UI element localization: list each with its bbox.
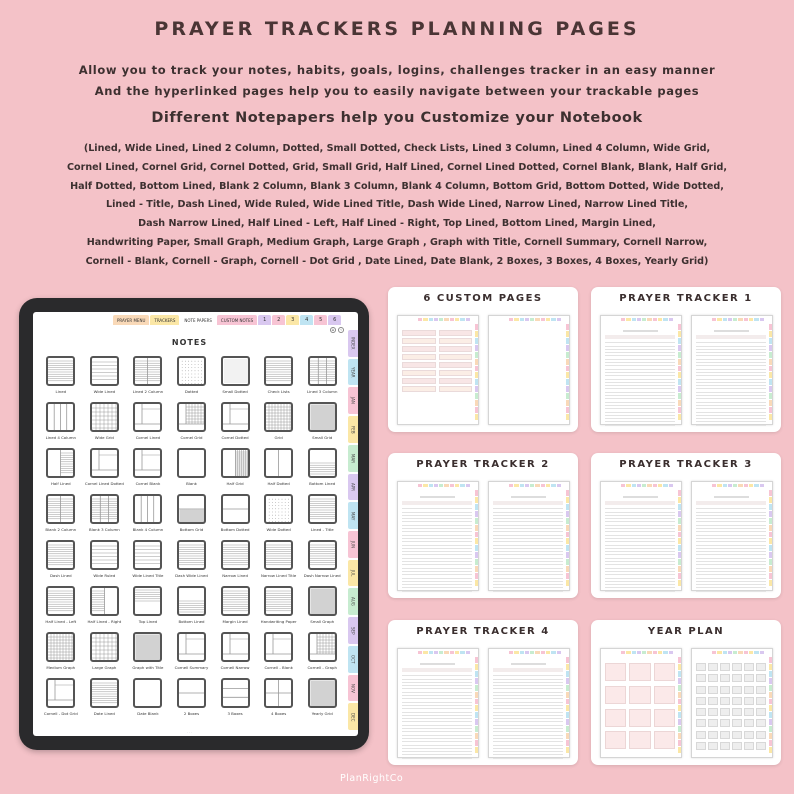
number-tab[interactable]: 4 bbox=[300, 315, 313, 325]
notepaper-thumbnail[interactable] bbox=[46, 632, 75, 662]
notepaper-thumbnail[interactable] bbox=[46, 678, 75, 708]
notepaper-label: Cornel Grid bbox=[180, 435, 203, 440]
notepaper-thumbnail[interactable] bbox=[264, 402, 293, 432]
notepaper-option[interactable] bbox=[128, 356, 168, 395]
top-tab[interactable]: TRACKERS bbox=[150, 315, 179, 325]
notepaper-option[interactable] bbox=[259, 678, 299, 717]
notepaper-label: Half Lined bbox=[50, 481, 71, 486]
number-tab[interactable]: 2 bbox=[272, 315, 285, 325]
notepaper-thumbnail[interactable] bbox=[46, 540, 75, 570]
notepaper-thumbnail[interactable] bbox=[177, 448, 206, 478]
notepaper-thumbnail[interactable] bbox=[221, 632, 250, 662]
notepaper-thumbnail[interactable] bbox=[46, 356, 75, 386]
notepaper-label: Wide Dotted bbox=[266, 527, 291, 532]
preview-page-thumbnail bbox=[600, 648, 682, 758]
notepaper-list-line: Cornell - Blank, Cornell - Graph, Cornell - Dot Grid , Date Lined, Date Blank, 2 Boxes, 3 Boxes, 4 Boxes, Yearly Grid) bbox=[85, 255, 709, 267]
notepaper-label: Cornell - Dot Grid bbox=[43, 711, 78, 716]
notepaper-thumbnail[interactable] bbox=[177, 540, 206, 570]
notepaper-label: Lined 2 Column bbox=[132, 389, 164, 394]
notepaper-option[interactable] bbox=[302, 540, 342, 579]
notepaper-option[interactable] bbox=[128, 586, 168, 625]
notepaper-option[interactable] bbox=[41, 678, 81, 717]
notepaper-label: Lined 4 Column bbox=[45, 435, 76, 440]
notepaper-label: Bottom Lined bbox=[309, 481, 336, 486]
notepaper-label: Dash Lined bbox=[49, 573, 72, 578]
notepaper-label: 2 Boxes bbox=[183, 711, 200, 716]
notepaper-thumbnail[interactable] bbox=[46, 494, 75, 524]
month-tab[interactable]: AUG bbox=[348, 588, 358, 615]
month-tab[interactable]: JUL bbox=[348, 560, 358, 587]
preview-card bbox=[591, 453, 781, 598]
notepaper-option[interactable] bbox=[128, 632, 168, 671]
screen-toolbar bbox=[330, 327, 344, 333]
notepaper-label: Dotted bbox=[184, 389, 199, 394]
notepaper-label: Blank 4 Column bbox=[132, 527, 164, 532]
notepaper-label: Bottom Grid bbox=[179, 527, 204, 532]
notepaper-label: Small Dotted bbox=[222, 389, 248, 394]
notepaper-label: Bottom Dotted bbox=[220, 527, 250, 532]
notepaper-thumbnail[interactable] bbox=[308, 586, 337, 616]
notepaper-label: Dash Wide Lined bbox=[175, 573, 208, 578]
notepaper-label: Cornell Summary bbox=[174, 665, 209, 670]
notepaper-option[interactable] bbox=[259, 586, 299, 625]
notepaper-thumbnail[interactable] bbox=[221, 402, 250, 432]
notepaper-grid bbox=[41, 356, 342, 717]
preview-page-thumbnail bbox=[397, 648, 479, 758]
brand-watermark: PlanRightCo bbox=[340, 773, 404, 784]
top-tab-bar bbox=[113, 315, 344, 326]
top-tab[interactable]: NOTE PAPERS bbox=[180, 315, 216, 325]
notepaper-thumbnail[interactable] bbox=[46, 402, 75, 432]
notepaper-option[interactable] bbox=[128, 402, 168, 441]
top-tab[interactable]: CUSTOM NOTES bbox=[217, 315, 257, 325]
notepaper-label: Bottom Lined bbox=[178, 619, 205, 624]
number-tab[interactable]: 6 bbox=[328, 315, 341, 325]
notepaper-label: Narrow Lined bbox=[222, 573, 248, 578]
preview-card-title: PRAYER TRACKER 4 bbox=[416, 626, 550, 637]
notepaper-thumbnail[interactable] bbox=[90, 402, 119, 432]
notepaper-option[interactable] bbox=[172, 402, 212, 441]
notepaper-label: Medium Graph bbox=[46, 665, 76, 670]
notepaper-thumbnail[interactable] bbox=[308, 494, 337, 524]
notepaper-option[interactable] bbox=[215, 494, 255, 533]
notepaper-option[interactable] bbox=[302, 494, 342, 533]
notepaper-list-line: Half Dotted, Bottom Lined, Blank 2 Column, Blank 3 Column, Blank 4 Column, Bottom Grid, Bottom Dotted, Wide Dotted, bbox=[70, 180, 724, 192]
notepaper-option[interactable] bbox=[215, 402, 255, 441]
subtitle-line-2: And the hyperlinked pages help you to easily navigate between your trackable pages bbox=[94, 84, 700, 98]
preview-card bbox=[591, 620, 781, 765]
preview-page-thumbnail bbox=[397, 481, 479, 591]
notepaper-list-line: Handwriting Paper, Small Graph, Medium Graph, Large Graph , Graph with Title, Cornell Summary, Cornell Narrow, bbox=[86, 236, 708, 248]
preview-card-title: 6 CUSTOM PAGES bbox=[423, 293, 543, 304]
notepaper-option[interactable] bbox=[259, 494, 299, 533]
notepaper-thumbnail[interactable] bbox=[90, 494, 119, 524]
back-icon[interactable]: ‹ bbox=[338, 327, 344, 333]
notepaper-label: Handwriting Paper bbox=[260, 619, 297, 624]
notepaper-thumbnail[interactable] bbox=[264, 632, 293, 662]
notepapers-heading: Different Notepapers help you Customize your Notebook bbox=[151, 110, 643, 126]
notepaper-label: 3 Boxes bbox=[227, 711, 243, 716]
notepaper-thumbnail[interactable] bbox=[221, 356, 250, 386]
notepaper-thumbnail[interactable] bbox=[264, 494, 293, 524]
notepaper-thumbnail[interactable] bbox=[133, 586, 162, 616]
notepaper-option[interactable] bbox=[41, 402, 81, 441]
preview-card-title: YEAR PLAN bbox=[647, 626, 725, 637]
notepaper-label: Dash Narrow Lined bbox=[303, 573, 341, 578]
month-tab[interactable]: DEC bbox=[348, 703, 358, 730]
notepaper-label: Cornel Blank bbox=[135, 481, 161, 486]
notepaper-option[interactable] bbox=[172, 448, 212, 487]
notepaper-list-line: Lined - Title, Dash Lined, Wide Ruled, Wide Lined Title, Dash Wide Lined, Narrow Lined, Narrow Lined Title, bbox=[106, 199, 688, 211]
notepaper-thumbnail[interactable] bbox=[133, 632, 162, 662]
notepaper-label: Wide Grid bbox=[94, 435, 114, 440]
notepaper-thumbnail[interactable] bbox=[133, 494, 162, 524]
notepaper-option[interactable] bbox=[302, 356, 342, 395]
notepaper-option[interactable] bbox=[85, 448, 125, 487]
notepaper-label: Blank 3 Column bbox=[89, 527, 120, 532]
notepaper-thumbnail[interactable] bbox=[133, 402, 162, 432]
notepaper-thumbnail[interactable] bbox=[177, 678, 206, 708]
notepaper-label: Cornel Lined Dotted bbox=[84, 481, 124, 486]
notepaper-option[interactable] bbox=[41, 356, 81, 395]
notepaper-label: Date Lined bbox=[93, 711, 115, 716]
month-tab[interactable]: MAY bbox=[348, 502, 358, 529]
notepaper-option[interactable] bbox=[259, 356, 299, 395]
month-tab[interactable]: YEAR bbox=[348, 359, 358, 386]
number-tab[interactable]: 3 bbox=[286, 315, 299, 325]
page-title: PRAYER TRACKERS PLANNING PAGES bbox=[154, 18, 640, 40]
preview-card bbox=[388, 453, 578, 598]
notepaper-list-line: (Lined, Wide Lined, Lined 2 Column, Dotted, Small Dotted, Check Lists, Lined 3 Column, Lined 4 Column, Wide Grid, bbox=[83, 143, 711, 154]
notepaper-option[interactable] bbox=[259, 540, 299, 579]
notepaper-label: Cornell Narrow bbox=[220, 665, 250, 670]
notepaper-thumbnail[interactable] bbox=[177, 356, 206, 386]
notepaper-option[interactable] bbox=[41, 494, 81, 533]
notepaper-list bbox=[30, 140, 764, 272]
notepaper-thumbnail[interactable] bbox=[90, 632, 119, 662]
notepaper-option[interactable] bbox=[215, 356, 255, 395]
notepaper-label: Half Lined - Left bbox=[45, 619, 77, 624]
notepaper-option[interactable] bbox=[85, 402, 125, 441]
notepaper-option[interactable] bbox=[302, 402, 342, 441]
notepaper-option[interactable] bbox=[41, 632, 81, 671]
notepaper-label: Half Dotted bbox=[267, 481, 290, 486]
preview-card-title: PRAYER TRACKER 2 bbox=[416, 459, 550, 470]
notepaper-option[interactable] bbox=[302, 448, 342, 487]
notepaper-option[interactable] bbox=[85, 494, 125, 533]
notepaper-label: Blank bbox=[186, 481, 197, 486]
month-tab[interactable]: JAN bbox=[348, 387, 358, 414]
notepaper-thumbnail[interactable] bbox=[177, 402, 206, 432]
notepaper-thumbnail[interactable] bbox=[90, 586, 119, 616]
notepaper-thumbnail[interactable] bbox=[264, 678, 293, 708]
notepaper-option[interactable] bbox=[85, 356, 125, 395]
notepaper-label: Wide Ruled bbox=[93, 573, 116, 578]
notepaper-option[interactable] bbox=[85, 632, 125, 671]
preview-page-thumbnail bbox=[691, 648, 773, 758]
month-tab[interactable]: JUN bbox=[348, 531, 358, 558]
notepaper-thumbnail[interactable] bbox=[221, 540, 250, 570]
number-tab[interactable]: 1 bbox=[258, 315, 271, 325]
number-tab[interactable]: 5 bbox=[314, 315, 327, 325]
notepaper-thumbnail[interactable] bbox=[221, 448, 250, 478]
notepaper-label: Blank 2 Column bbox=[45, 527, 77, 532]
notepaper-thumbnail[interactable] bbox=[177, 632, 206, 662]
notepaper-label: Grid bbox=[274, 435, 283, 440]
notepaper-thumbnail[interactable] bbox=[308, 448, 337, 478]
notepaper-label: Large Graph bbox=[92, 665, 117, 670]
notepaper-option[interactable] bbox=[128, 448, 168, 487]
notepaper-label: Yearly Grid bbox=[311, 711, 333, 716]
notepaper-label: 4 Boxes bbox=[271, 711, 287, 716]
notepaper-option[interactable] bbox=[302, 586, 342, 625]
notepaper-option[interactable] bbox=[128, 540, 168, 579]
notepaper-option[interactable] bbox=[259, 402, 299, 441]
notepaper-thumbnail[interactable] bbox=[264, 540, 293, 570]
notepaper-label: Small Graph bbox=[310, 619, 335, 624]
tablet-screen bbox=[33, 312, 358, 736]
notepaper-list-line: Cornel Lined, Cornel Grid, Cornel Dotted, Grid, Small Grid, Half Lined, Cornel Lined Dotted, Cornel Blank, Blank, Half Grid, bbox=[66, 161, 728, 173]
notepaper-option[interactable] bbox=[172, 586, 212, 625]
month-tab[interactable]: NOV bbox=[348, 675, 358, 702]
preview-page-thumbnail bbox=[600, 315, 682, 425]
preview-page-thumbnail bbox=[488, 481, 570, 591]
month-tab[interactable]: SEP bbox=[348, 617, 358, 644]
preview-page-thumbnail bbox=[691, 315, 773, 425]
notepaper-label: Wide Lined bbox=[93, 389, 116, 394]
notepaper-option[interactable] bbox=[85, 678, 125, 717]
home-icon[interactable]: ⌂ bbox=[331, 327, 335, 332]
notepaper-option[interactable] bbox=[302, 632, 342, 671]
month-tab[interactable]: FEB bbox=[348, 416, 358, 443]
notepaper-label: Check Lists bbox=[267, 389, 290, 394]
notepaper-label: Lined 3 Column bbox=[306, 389, 338, 394]
preview-card bbox=[591, 287, 781, 432]
notepaper-option[interactable] bbox=[215, 632, 255, 671]
notepaper-thumbnail[interactable] bbox=[177, 494, 206, 524]
notepaper-thumbnail[interactable] bbox=[221, 678, 250, 708]
notepaper-list-line: Dash Narrow Lined, Half Lined - Left, Half Lined - Right, Top Lined, Bottom Lined, Margin Lined, bbox=[138, 218, 656, 230]
notepaper-option[interactable] bbox=[215, 540, 255, 579]
notepaper-option[interactable] bbox=[259, 632, 299, 671]
notepaper-option[interactable] bbox=[41, 448, 81, 487]
notepaper-thumbnail[interactable] bbox=[308, 678, 337, 708]
notepaper-thumbnail[interactable] bbox=[133, 540, 162, 570]
notepaper-label: Cornel Lined bbox=[135, 435, 161, 440]
notepaper-label: Cornell - Graph bbox=[307, 665, 337, 670]
notepaper-thumbnail[interactable] bbox=[133, 448, 162, 478]
notepaper-label: Wide Lined Title bbox=[132, 573, 164, 578]
preview-page-thumbnail bbox=[691, 481, 773, 591]
notepaper-label: Graph with Title bbox=[132, 665, 164, 670]
notepaper-thumbnail[interactable] bbox=[90, 678, 119, 708]
notepaper-option[interactable] bbox=[215, 586, 255, 625]
preview-card-title: PRAYER TRACKER 1 bbox=[619, 293, 753, 304]
notepaper-option[interactable] bbox=[172, 632, 212, 671]
notepaper-label: Lined - Title bbox=[310, 527, 334, 532]
notepaper-thumbnail[interactable] bbox=[133, 356, 162, 386]
notepaper-option[interactable] bbox=[172, 494, 212, 533]
month-tab[interactable]: OCT bbox=[348, 646, 358, 673]
notepaper-option[interactable] bbox=[128, 678, 168, 717]
tablet-device bbox=[19, 298, 369, 750]
notepaper-option[interactable] bbox=[172, 356, 212, 395]
preview-page-thumbnail bbox=[397, 315, 479, 425]
notepaper-label: Lined bbox=[55, 389, 67, 394]
notepaper-label: Top Lined bbox=[138, 619, 158, 624]
notepaper-label: Cornell - Blank bbox=[264, 665, 293, 670]
notepaper-label: Margin Lined bbox=[222, 619, 248, 624]
notepaper-option[interactable] bbox=[85, 586, 125, 625]
notepaper-thumbnail[interactable] bbox=[46, 448, 75, 478]
preview-card-title: PRAYER TRACKER 3 bbox=[619, 459, 753, 470]
top-tab[interactable]: PRAYER MENU bbox=[113, 315, 149, 325]
screen-footer: · · · bbox=[187, 730, 192, 734]
notepaper-thumbnail[interactable] bbox=[221, 494, 250, 524]
notepaper-thumbnail[interactable] bbox=[264, 586, 293, 616]
notepaper-thumbnail[interactable] bbox=[133, 678, 162, 708]
notepaper-label: Cornel Dotted bbox=[221, 435, 249, 440]
notepaper-thumbnail[interactable] bbox=[308, 402, 337, 432]
notepaper-thumbnail[interactable] bbox=[264, 356, 293, 386]
month-tab[interactable]: INDEX bbox=[348, 330, 358, 357]
notepaper-option[interactable] bbox=[85, 540, 125, 579]
month-tab[interactable]: APR bbox=[348, 474, 358, 501]
notepaper-label: Half Lined - Right bbox=[87, 619, 122, 624]
notes-title: NOTES bbox=[171, 338, 208, 347]
month-tab-sidebar bbox=[348, 330, 358, 730]
notepaper-thumbnail[interactable] bbox=[177, 586, 206, 616]
notepaper-option[interactable] bbox=[215, 678, 255, 717]
notepaper-option[interactable] bbox=[302, 678, 342, 717]
notepaper-option[interactable] bbox=[172, 678, 212, 717]
month-tab[interactable]: MAR bbox=[348, 445, 358, 472]
notepaper-thumbnail[interactable] bbox=[90, 448, 119, 478]
preview-page-thumbnail bbox=[488, 315, 570, 425]
notepaper-thumbnail[interactable] bbox=[264, 448, 293, 478]
notepaper-thumbnail[interactable] bbox=[308, 632, 337, 662]
notepaper-thumbnail[interactable] bbox=[90, 540, 119, 570]
preview-page-thumbnail bbox=[600, 481, 682, 591]
notepaper-label: Narrow Lined Title bbox=[260, 573, 297, 578]
preview-card bbox=[388, 620, 578, 765]
notepaper-label: Small Grid bbox=[312, 435, 333, 440]
notepaper-thumbnail[interactable] bbox=[308, 356, 337, 386]
notepaper-option[interactable] bbox=[215, 448, 255, 487]
notepaper-option[interactable] bbox=[41, 586, 81, 625]
notepaper-thumbnail[interactable] bbox=[221, 586, 250, 616]
subtitle-line-1: Allow you to track your notes, habits, goals, logins, challenges tracker in an easy manner bbox=[78, 63, 716, 77]
notepaper-thumbnail[interactable] bbox=[46, 586, 75, 616]
notepaper-option[interactable] bbox=[41, 540, 81, 579]
notepaper-thumbnail[interactable] bbox=[90, 356, 119, 386]
notepaper-option[interactable] bbox=[128, 494, 168, 533]
notepaper-label: Date Blank bbox=[137, 711, 159, 716]
notepaper-label: Half Grid bbox=[226, 481, 244, 486]
preview-page-thumbnail bbox=[488, 648, 570, 758]
preview-card bbox=[388, 287, 578, 432]
notepaper-thumbnail[interactable] bbox=[308, 540, 337, 570]
notepaper-option[interactable] bbox=[259, 448, 299, 487]
notepaper-option[interactable] bbox=[172, 540, 212, 579]
